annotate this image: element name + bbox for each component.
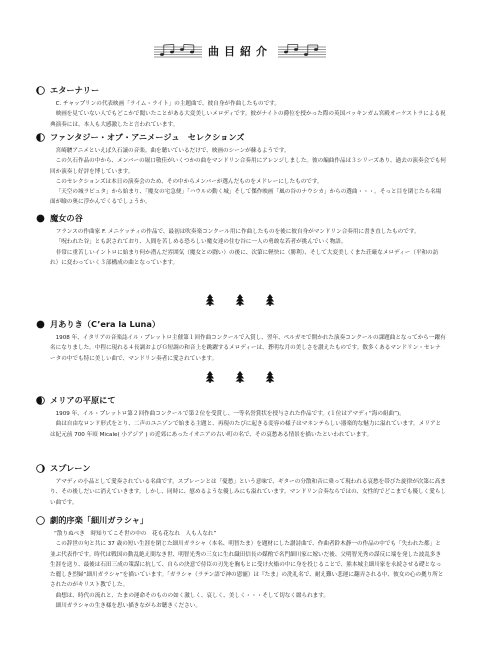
paragraph: 映画を見ていない人でもどこかで聞いたことがある大変美しいメロディです。彼がナイトの爵位を授かった際の英国バッキンガム宮殿オーケストラによる祝典演奏には、本人も大感激したと言われています。: [50, 111, 446, 128]
tree-icon: [205, 371, 215, 383]
paragraph: アマディの小品として愛奏されている名曲です。スプレーンとは「憂愁」という意味で、ギターの分散和音に乗って現われる哀愁を帯びた旋律が次第に高まり、その後しだいに消えていきます。しかし、同時に、慰めるような優しみにも溢れています。マンドリン合奏ならではの、女性的でどこまでも優しく愛らしい曲です。: [50, 479, 446, 506]
paragraph: 「呪われた谷」とも訳されており、人間を苦しめる恐ろしい魔女達の住む谷に一人の勇敢な若者が挑んでいく物語。: [55, 239, 347, 246]
section-fantasy-of-animage: [36, 131, 446, 208]
paragraph: C. チャップリンの代表映画「ライム・ライト」の主題曲で、彼自身が作曲したものです。: [55, 101, 280, 107]
section-witch-valley: [36, 212, 446, 268]
paragraph: 曲は自由なロンド形式をとり、二声のユニゾンで始まる主題と、再現のたびに起きる変容の様子はマネンテらしい器楽的な魅力に溢れています。メリアとは紀元前 700 年頃 Micale( 小アジア ) の近郊にあったイオニアの古い町の名で、その哀愁ある情景を描いたといわれています。: [50, 421, 442, 438]
moon-new-icon: [36, 516, 45, 525]
section-header: [36, 212, 446, 225]
section-title: 魔女の谷: [50, 213, 83, 223]
paragraph: 非常に重苦しいイントロに始まり何か潜んだ雰囲気（魔女との闘い）の後に、次第に軽快に（勝利）、そして大変美しくまた荘厳なメロディー（平和の訪れ）に変わっていく３部構成の曲となっています。: [50, 249, 439, 266]
section-title: 劇的序楽「細川ガラシャ」: [50, 515, 149, 525]
tree-icon: [265, 371, 275, 383]
section-header: [36, 462, 446, 475]
tree-divider: [0, 371, 480, 383]
section-title: エターナリー: [50, 85, 100, 95]
section-body: [36, 333, 446, 364]
section-splene: [36, 462, 446, 508]
page-header: [0, 40, 480, 62]
tree-icon: [235, 371, 245, 383]
section-title: スプレーン: [50, 463, 91, 473]
section-header: [36, 514, 446, 527]
section-melia: [36, 394, 446, 440]
section-header: [36, 318, 446, 331]
tree-icon: [265, 294, 275, 306]
paragraph: 曲想は、時代の流れと、たまの運命そのものの如く激しく、哀しく、美しく・・・そして切なく綴られます。: [55, 592, 330, 599]
section-header: [36, 394, 446, 407]
section-cera-la-luna: [36, 318, 446, 364]
section-body: [36, 409, 446, 440]
section-body: [36, 477, 446, 508]
page-title: 曲目紹介: [208, 45, 272, 58]
section-header: [36, 84, 446, 97]
paragraph: この久石作品の中から、メンバーの堀口敬佳がいくつかの曲をマンドリン合奏用にアレンジしました。彼の編曲作品は３シリーズあり、過去の演奏会でも何回か演奏し好評を博しています。: [50, 158, 446, 175]
paragraph: 1909 年、イル・プレットロ第２回作曲コンクールで第２位を受賞し、一等名誉賞状を授与された作品です。(１位はアマディ“海の組曲”)。: [55, 411, 405, 417]
moon-full-icon: [36, 320, 45, 329]
moon-full-icon: [36, 214, 45, 223]
tree-icon: [235, 294, 245, 306]
moon-crescent-icon: [36, 464, 45, 473]
section-title: 月ありき（C’era la Luna）: [50, 319, 161, 329]
section-body: [36, 99, 446, 130]
section-title: メリアの平原にて: [50, 395, 116, 405]
section-body: [36, 227, 446, 268]
section-title: ファンタジー・オブ・アニメージュ セレクションズ: [50, 132, 245, 142]
tree-divider: [0, 294, 480, 306]
paragraph: 細川ガラシャの生き様を思い描きながらお聴きください。: [55, 603, 201, 610]
section-header: [36, 131, 446, 144]
paragraph: 「天空の城ラピュタ」から始まり、「魔女の宅急便」「ハウルの動く城」そして傑作映画「風の谷のナウシカ」からの選曲・・・。そっと目を閉じたら名場面が瞼の奥に浮かんでくるでしょうか。: [50, 189, 442, 206]
music-staff-right-icon: [278, 44, 326, 58]
paragraph: このセレクションズは本日の演奏会のため、その中からメンバーが選んだものをメドレーにしたものです。: [55, 178, 323, 185]
paragraph: 1908 年、イタリアの音楽誌イル・プレットロ主催第１回作曲コンクールで入賞し、翌年、ペルガモで開かれた演奏コンクールの課題曲となってから一躍有名になりました。中程に現れる４長調およびＧ短調の和音上を跳躍するメロディーは、蒼明な月の美しさを讃えたものです。数多くあるマンドリン・セレナータの中でも特に美しい曲で、マンドリン奏者に愛されています。: [50, 335, 446, 362]
section-hosokawa-gracia: [36, 514, 446, 611]
section-body: [36, 146, 446, 208]
paragraph: この辞世の句と共に 37 歳の短い生涯を閉じた細川ガラシャ（本名、明智たま）を題材にした讃詩曲で、作曲者鈴木静一の作品の中でも「失われた都」と並ぶ代表作です。時代は戦国の動乱絶え間なき世、明智光秀の三女に生れ織田信長の媒酌で名門細川家に嫁いだ後、父明智光秀の謀反に端を発した波乱多き生涯を送り、最後は石田三成の策謀に抗して、自らの決意で侍臣の刃先を胸もとに受け火焔の中に身を投じることで、熊本城主細川家を永続させる礎となった麗しき烈婦“細川ガラシャ”を描いています。「ガラシャ（ラテン語で神の恩寵）は『たま』の洗礼名で、耐え難い悲運に翻弄される中、彼女の心の拠り所とされたのがキリスト教でした。: [50, 541, 444, 589]
moon-half-icon: [36, 133, 45, 142]
paragraph: 宮崎駿アニメといえば久石譲の音楽。曲を聴いているだけで、映画のシーンが蘇るようです。: [55, 148, 290, 154]
moon-crescent-icon: [36, 86, 45, 95]
tree-icon: [205, 294, 215, 306]
section-eternally: [36, 84, 446, 130]
moon-gibbous-icon: [36, 396, 45, 405]
section-body: [36, 529, 446, 611]
paragraph: フランスの作曲家 F. メニケッティの作品で、最初は吹奏楽コンクール用に作曲したものを後に彼自身がマンドリン合奏用に書き直したものです。: [55, 229, 420, 235]
music-staff-left-icon: [154, 44, 202, 58]
death-poem-quote: “散りぬべき 時知りてこそ世の中の 花も花なれ 人も人なれ”: [54, 531, 217, 537]
